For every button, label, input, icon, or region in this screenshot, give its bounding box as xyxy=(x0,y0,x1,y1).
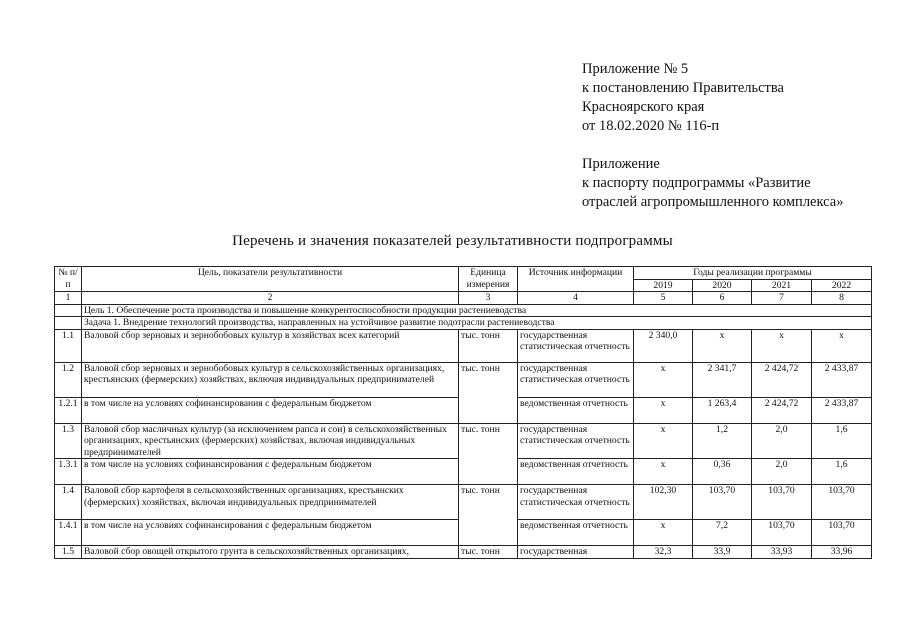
colnum-1: 1 xyxy=(55,292,82,305)
row-unit: тыс. тонн xyxy=(459,546,518,559)
document-title: Перечень и значения показателей результативности подпрограммы xyxy=(232,233,673,249)
row-2020: 103,70 xyxy=(693,485,752,520)
colnum-4: 4 xyxy=(518,292,634,305)
header-unit: Единица измерения xyxy=(459,267,518,292)
row-2020: 2 341,7 xyxy=(693,362,752,397)
header-source: Источник информации xyxy=(518,267,634,292)
table-row xyxy=(55,423,872,459)
row-number: 1.3.1 xyxy=(55,459,82,485)
row-indicator: в том числе на условиях софинансирования с федеральным бюджетом xyxy=(82,520,459,546)
appendix-line-1: Приложение № 5 xyxy=(582,61,689,77)
row-2021: 2,0 xyxy=(752,423,812,459)
row-2022: 33,96 xyxy=(812,546,872,559)
row-source: ведомственная отчетность xyxy=(518,397,634,423)
row-2019: 2 340,0 xyxy=(634,329,693,362)
column-numbers-row xyxy=(55,292,872,305)
table-row xyxy=(55,546,872,559)
row-source: государственная статистическая отчетность xyxy=(518,362,634,397)
row-number: 1.4 xyxy=(55,485,82,520)
row-indicator: Валовой сбор зерновых и зернобобовых культур в хозяйствах всех категорий xyxy=(82,329,459,362)
row-2022: 103,70 xyxy=(812,485,872,520)
header-years: Годы реализации программы xyxy=(634,267,872,280)
row-2019: х xyxy=(634,423,693,459)
row-2021: 103,70 xyxy=(752,520,812,546)
row-2021: х xyxy=(752,329,812,362)
table-row xyxy=(55,362,872,397)
row-number: 1.3 xyxy=(55,423,82,459)
indicators-table xyxy=(54,266,872,559)
header-row-1 xyxy=(55,267,872,280)
row-source: государственная статистическая отчетность xyxy=(518,329,634,362)
colnum-7: 7 xyxy=(752,292,812,305)
row-unit: тыс. тонн xyxy=(459,423,518,485)
colnum-6: 6 xyxy=(693,292,752,305)
colnum-2: 2 xyxy=(82,292,459,305)
header-year-2021: 2021 xyxy=(752,279,812,292)
appendix-line-5: Приложение xyxy=(582,156,660,172)
row-2020: 1 263,4 xyxy=(693,397,752,423)
row-2021: 2 424,72 xyxy=(752,362,812,397)
row-number: 1.4.1 xyxy=(55,520,82,546)
row-2021: 2 424,72 xyxy=(752,397,812,423)
row-indicator: Валовой сбор картофеля в сельскохозяйственных организациях, крестьянских (фермерских) хозяйствах, включая индивидуальных предпринимателей xyxy=(82,485,459,520)
row-source: государственная статистическая отчетность xyxy=(518,485,634,520)
row-source: государственная статистическая отчетность xyxy=(518,423,634,459)
colnum-8: 8 xyxy=(812,292,872,305)
row-2019: х xyxy=(634,397,693,423)
row-indicator: Валовой сбор овощей открытого грунта в сельскохозяйственных организациях, xyxy=(82,546,459,559)
row-unit: тыс. тонн xyxy=(459,485,518,546)
row-2020: х xyxy=(693,329,752,362)
header-goal: Цель, показатели результативности xyxy=(82,267,459,292)
appendix-line-2: к постановлению Правительства xyxy=(582,80,784,96)
row-2020: 0,36 xyxy=(693,459,752,485)
header-year-2020: 2020 xyxy=(693,279,752,292)
row-indicator: Валовой сбор масличных культур (за исключением рапса и сои) в сельскохозяйственных организациях, крестьянских (фермерских) хозяйствах, включая индивидуальных предпринимателей xyxy=(82,423,459,459)
row-indicator: в том числе на условиях софинансирования с федеральным бюджетом xyxy=(82,459,459,485)
row-2022: 103,70 xyxy=(812,520,872,546)
appendix-line-4: от 18.02.2020 № 116-п xyxy=(582,118,720,134)
row-2022: 2 433,87 xyxy=(812,397,872,423)
colnum-5: 5 xyxy=(634,292,693,305)
goal-row xyxy=(55,304,872,317)
row-2021: 103,70 xyxy=(752,485,812,520)
row-indicator: Валовой сбор зерновых и зернобобовых культур в сельскохозяйственных организациях, крестьянских (фермерских) хозяйствах, включая индивидуальных предпринимателей xyxy=(82,362,459,397)
header-year-2022: 2022 xyxy=(812,279,872,292)
row-source: ведомственная отчетность xyxy=(518,459,634,485)
task-text: Задача 1. Внедрение технологий производства, направленных на устойчивое развитие подотрасли растениеводства xyxy=(82,317,872,330)
row-2020: 1,2 xyxy=(693,423,752,459)
table-row xyxy=(55,485,872,520)
row-2022: х xyxy=(812,329,872,362)
row-number: 1.2 xyxy=(55,362,82,397)
row-unit: тыс. тонн xyxy=(459,329,518,362)
row-2021: 33,93 xyxy=(752,546,812,559)
appendix-gap xyxy=(582,136,843,155)
row-2019: 32,3 xyxy=(634,546,693,559)
appendix-block xyxy=(582,60,843,212)
colnum-3: 3 xyxy=(459,292,518,305)
row-2022: 2 433,87 xyxy=(812,362,872,397)
appendix-line-7: отраслей агропромышленного комплекса» xyxy=(582,194,844,210)
header-year-2019: 2019 xyxy=(634,279,693,292)
row-source: государственная xyxy=(518,546,634,559)
row-2019: х xyxy=(634,362,693,397)
appendix-line-3: Красноярского края xyxy=(582,99,705,115)
appendix-line-6: к паспорту подпрограммы «Развитие xyxy=(582,175,811,191)
task-row xyxy=(55,317,872,330)
row-2022: 1,6 xyxy=(812,459,872,485)
row-indicator: в том числе на условиях софинансирования с федеральным бюджетом xyxy=(82,397,459,423)
row-2020: 7,2 xyxy=(693,520,752,546)
row-number: 1.5 xyxy=(55,546,82,559)
row-2019: 102,30 xyxy=(634,485,693,520)
header-num: № п/п xyxy=(55,267,82,292)
table-row xyxy=(55,329,872,362)
row-2020: 33,9 xyxy=(693,546,752,559)
goal-text: Цель 1. Обеспечение роста производства и повышение конкурентоспособности продукции растениеводства xyxy=(82,304,872,317)
row-number: 1.2.1 xyxy=(55,397,82,423)
row-2019: х xyxy=(634,459,693,485)
row-unit: тыс. тонн xyxy=(459,362,518,423)
row-2021: 2,0 xyxy=(752,459,812,485)
row-2019: х xyxy=(634,520,693,546)
row-source: ведомственная отчетность xyxy=(518,520,634,546)
row-number: 1.1 xyxy=(55,329,82,362)
row-2022: 1,6 xyxy=(812,423,872,459)
